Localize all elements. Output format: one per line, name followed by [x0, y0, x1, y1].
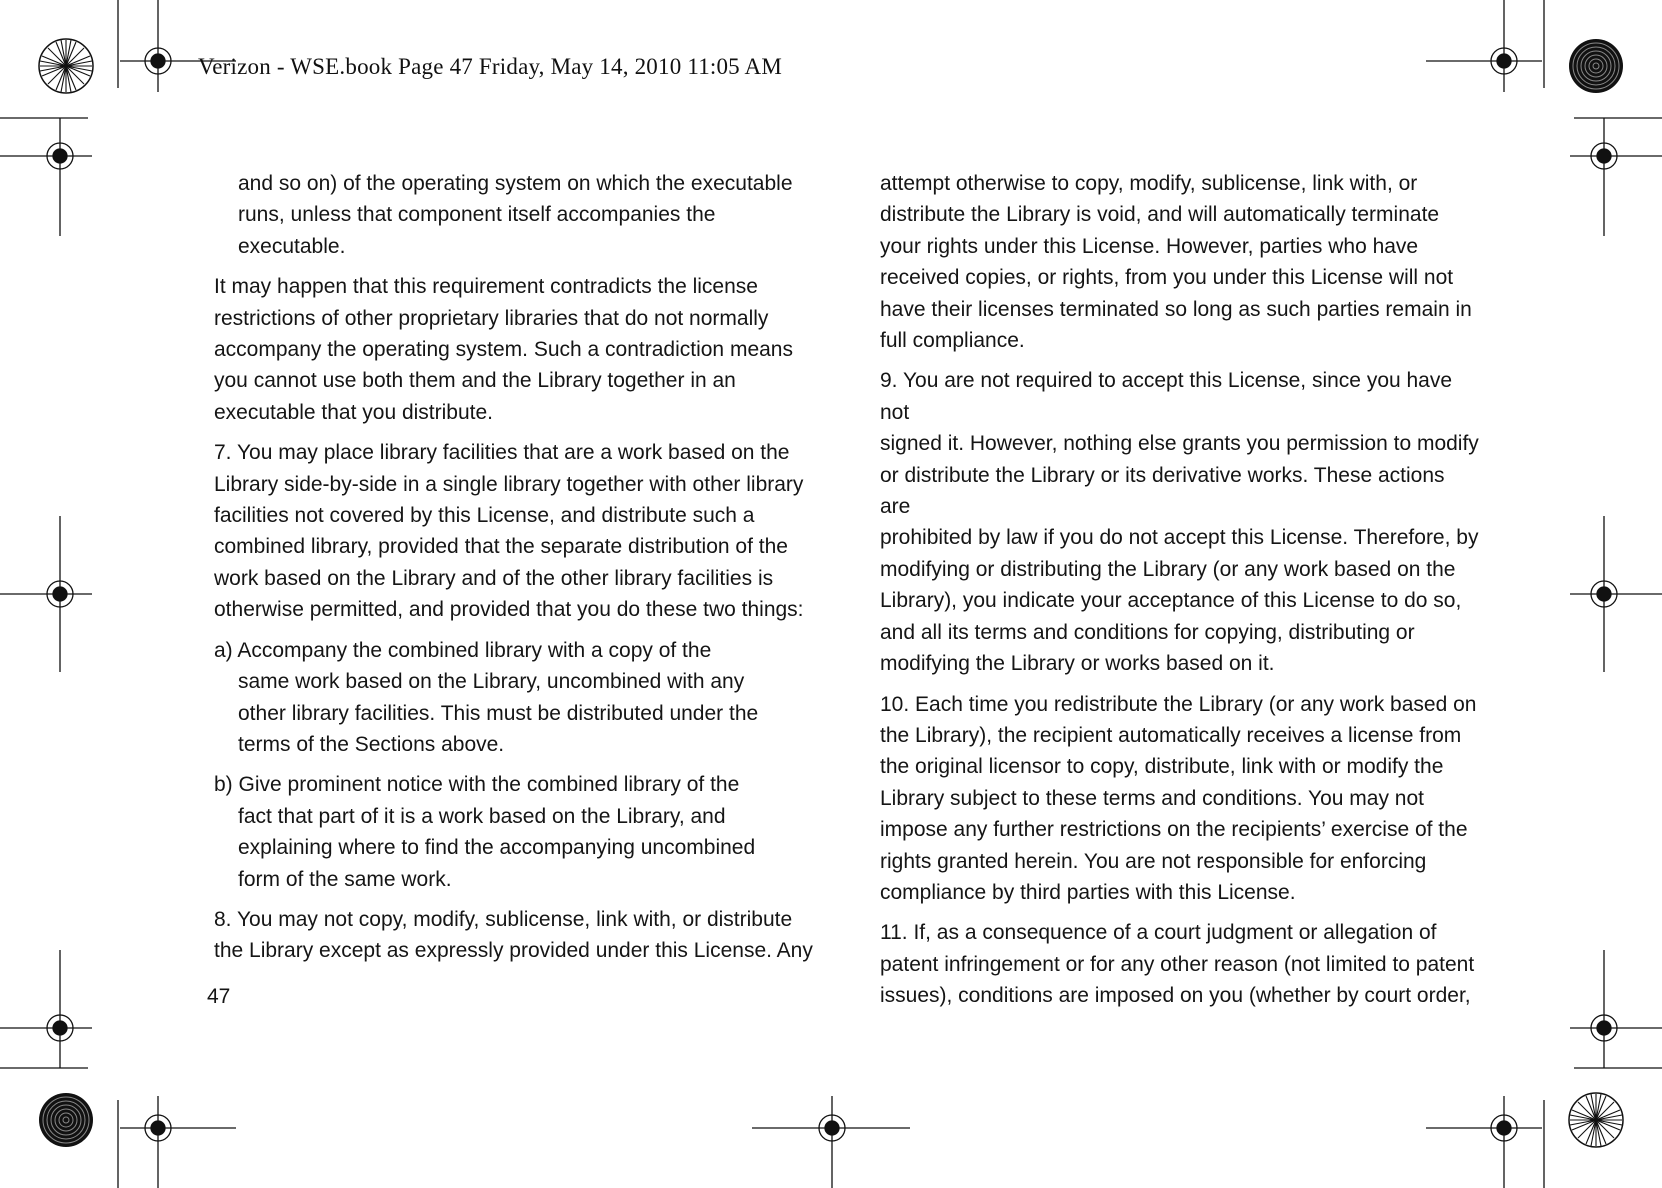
paragraph-section-9: 9. You are not required to accept this License, since you have not signed it. However, nothing else grants you permission to modify or distribute the Library or its derivative works. These actions are prohibited by law if you do not accept this License. Therefore, by modifying or distributing the Library (or any work based on the Library), you indicate your acceptance of this License to do so, and all its terms and conditions for copying, distributing or modifying the Library or works based on it.	[880, 369, 1479, 676]
right-text-column	[880, 168, 1480, 1021]
paragraph-executable-continued: and so on) of the operating system on which the executable runs, unless that component itself accompanies the executable.	[238, 172, 793, 258]
crosshair-mark-left-1	[0, 118, 92, 236]
starburst-mark-top-left	[39, 39, 93, 93]
crosshair-mark-bottom-2	[752, 1096, 910, 1188]
paragraph-section-10: 10. Each time you redistribute the Library (or any work based on the Library), the recipient automatically receives a license from the original licensor to copy, distribute, link with or modify the Library subject to these terms and conditions. You may not impose any further restrictions on the recipients’ exercise of the rights granted herein. You are not responsible for enforcing compliance by third parties with this License.	[880, 692, 1477, 904]
crosshair-mark-right-3	[1570, 950, 1662, 1068]
crosshair-mark-right-1	[1570, 118, 1662, 236]
paragraph-section-11: 11. If, as a consequence of a court judgment or allegation of patent infringement or for any other reason (not limited to patent issues), conditions are imposed on you (whether by court order,	[880, 921, 1475, 1008]
crosshair-mark-bottom-1	[120, 1096, 236, 1188]
paragraph-section-8: 8. You may not copy, modify, sublicense, link with, or distribute the Library except as expressly provided under this License. Any	[214, 907, 813, 963]
crosshair-mark-left-3	[0, 950, 92, 1068]
concentric-mark-bottom-left	[39, 1093, 93, 1147]
crosshair-mark-bottom-3	[1426, 1096, 1542, 1188]
paragraph-item-a: a) Accompany the combined library with a copy of the same work based on the Library, uncombined with any other library facilities. This must be distributed under the terms of the Sections above.	[214, 638, 759, 756]
print-header-line: Verizon - WSE.book Page 47 Friday, May 14, 2010 11:05 AM	[198, 54, 783, 79]
crosshair-mark-right-2	[1570, 516, 1662, 672]
left-text-column	[214, 168, 814, 976]
paragraph-requirement-contradiction: It may happen that this requirement contradicts the license restrictions of other proprietary libraries that do not normally accompany the operating system. Such a contradiction means you cannot use both them and the Library together in an executable that you distribute.	[214, 275, 793, 424]
paragraph-section-7: 7. You may place library facilities that are a work based on the Library side-by-side in a single library together with other library facilities not covered by this License, and distribute such a combined library, provided that the separate distribution of the work based on the Library and of the other library facilities is otherwise permitted, and provided that you do these two things:	[214, 441, 804, 622]
page-number: 47	[207, 985, 231, 1008]
crosshair-mark-left-2	[0, 516, 92, 672]
starburst-mark-bottom-right	[1569, 1093, 1623, 1147]
crosshair-mark-top-2	[1426, 0, 1542, 92]
paragraph-section-8-continued: attempt otherwise to copy, modify, sublicense, link with, or distribute the Library is void, and will automatically terminate your rights under this License. However, parties who have received copies, or rights, from you under this License will not have their licenses terminated so long as such parties remain in full compliance.	[880, 172, 1472, 353]
paragraph-item-b: b) Give prominent notice with the combined library of the fact that part of it is a work based on the Library, and explaining where to find the accompanying uncombined form of the same work.	[214, 773, 756, 891]
concentric-mark-top-right	[1569, 39, 1623, 93]
